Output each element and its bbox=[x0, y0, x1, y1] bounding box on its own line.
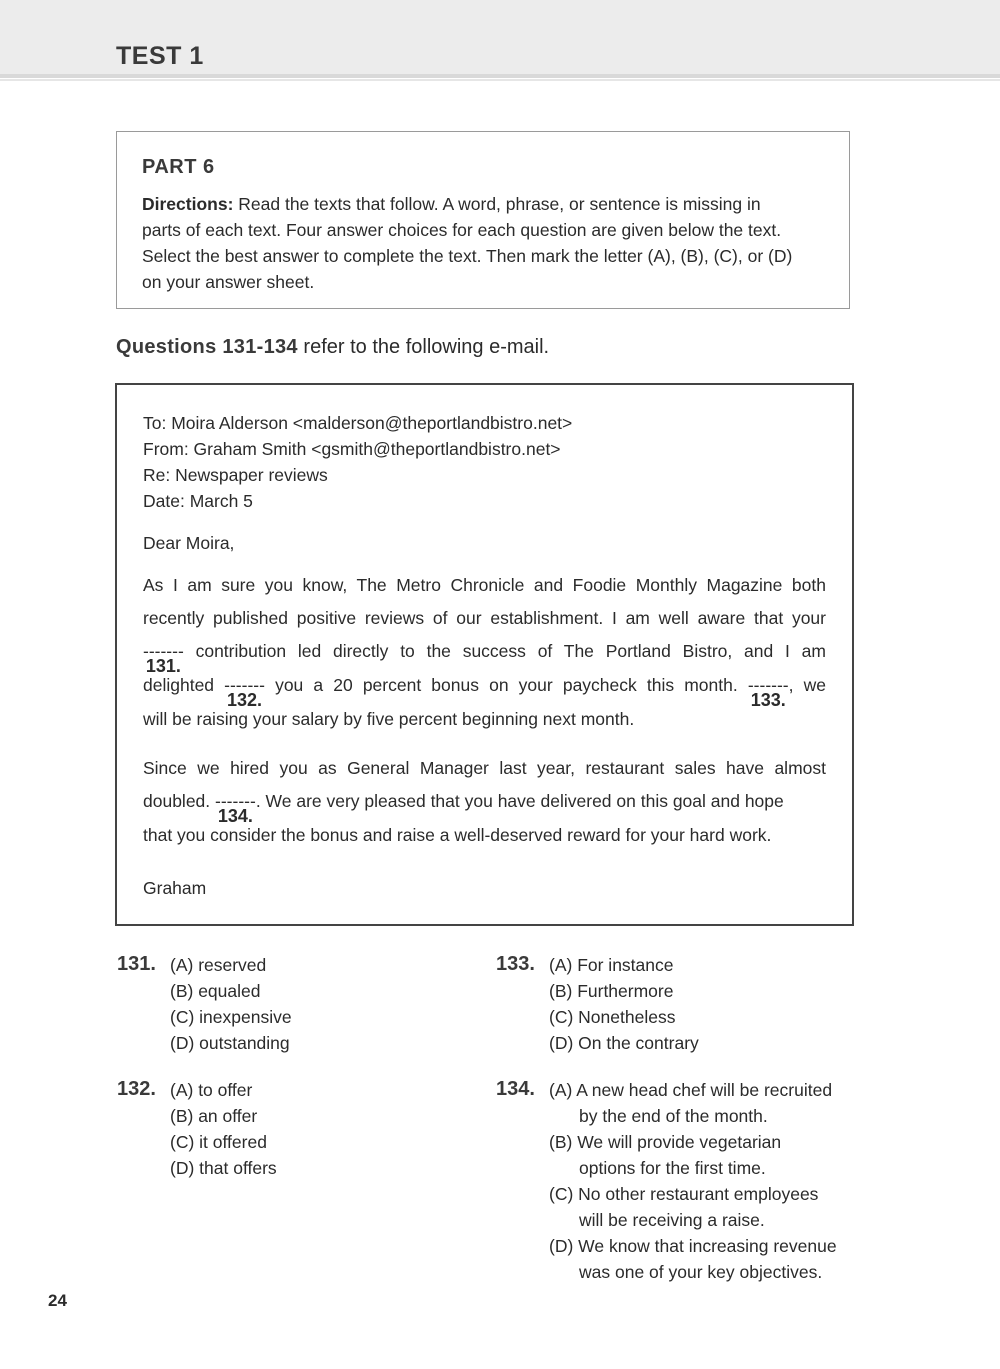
questions-intro bbox=[116, 336, 549, 359]
blank-number: 133. bbox=[750, 690, 786, 710]
directions-label: Directions: bbox=[142, 194, 234, 214]
question-number-132: 132. bbox=[117, 1078, 156, 1100]
option-134-a[interactable]: (A) A new head chef will be recruited bbox=[549, 1080, 833, 1100]
option-133-a[interactable]: (A) For instance bbox=[549, 955, 674, 975]
option-131-d[interactable]: (D) outstanding bbox=[170, 1033, 290, 1053]
part-title: PART 6 bbox=[142, 156, 215, 178]
option-131-b[interactable]: (B) equaled bbox=[170, 981, 261, 1001]
option-131-a[interactable]: (A) reserved bbox=[170, 955, 267, 975]
option-134-d[interactable]: (D) We know that increasing revenue bbox=[549, 1236, 837, 1256]
directions-line-4: on your answer sheet. bbox=[142, 272, 315, 292]
option-133-d[interactable]: (D) On the contrary bbox=[549, 1033, 699, 1053]
blank-134: ------- 134. bbox=[215, 791, 256, 826]
blank-number: 134. bbox=[217, 806, 253, 826]
option-132-b[interactable]: (B) an offer bbox=[170, 1106, 258, 1126]
page-number: 24 bbox=[48, 1291, 67, 1310]
header-divider-thin bbox=[0, 79, 1000, 81]
option-132-c[interactable]: (C) it offered bbox=[170, 1132, 267, 1152]
blank-number: 131. bbox=[145, 656, 181, 676]
option-132-a[interactable]: (A) to offer bbox=[170, 1080, 253, 1100]
option-132-d[interactable]: (D) that offers bbox=[170, 1158, 277, 1178]
blank-133: ------- 133. bbox=[747, 675, 789, 710]
option-133-c[interactable]: (C) Nonetheless bbox=[549, 1007, 676, 1027]
email-greeting: Dear Moira, bbox=[143, 533, 235, 553]
directions-text bbox=[142, 191, 832, 295]
email-subject: Re: Newspaper reviews bbox=[143, 465, 328, 485]
email-signature: Graham bbox=[143, 878, 207, 898]
directions-line-1: Directions: Read the texts that follow. A word, phrase, or sentence is missing in bbox=[142, 194, 761, 214]
email-from: From: Graham Smith <gsmith@theportlandbistro.net> bbox=[143, 439, 561, 459]
directions-line-3: Select the best answer to complete the text. Then mark the letter (A), (B), (C), or (D) bbox=[142, 246, 793, 266]
blank-number: 132. bbox=[227, 690, 263, 710]
question-number-133: 133. bbox=[496, 953, 535, 975]
blank-132: ------- 132. bbox=[224, 675, 265, 710]
email-to: To: Moira Alderson <malderson@theportlandbistro.net> bbox=[143, 413, 573, 433]
email-body-line: Since we hired you as General Manager last year, restaurant sales have almost bbox=[143, 758, 826, 778]
test-title: TEST 1 bbox=[116, 42, 204, 70]
email-body-line: ------- 131. contribution led directly to the success of The Portland Bistro, and I am bbox=[143, 641, 826, 676]
option-134-c-cont[interactable]: will be receiving a raise. bbox=[579, 1210, 765, 1230]
option-134-b-cont[interactable]: options for the first time. bbox=[579, 1158, 766, 1178]
email-body-line: recently published positive reviews of our establishment. I am well aware that your bbox=[143, 608, 826, 628]
option-131-c[interactable]: (C) inexpensive bbox=[170, 1007, 292, 1027]
option-134-b[interactable]: (B) We will provide vegetarian bbox=[549, 1132, 782, 1152]
email-date: Date: March 5 bbox=[143, 491, 253, 511]
email-body-line: doubled. ------- 134. . We are very pleased that you have delivered on this goal and hope bbox=[143, 791, 784, 826]
email-body-line: As I am sure you know, The Metro Chronicle and Foodie Monthly Magazine both bbox=[143, 575, 826, 595]
email-body-line: delighted ------- 132. you a 20 percent bonus on your paycheck this month. ------- 133. , we bbox=[143, 675, 826, 710]
questions-range: Questions 131-134 bbox=[116, 336, 298, 358]
header-divider bbox=[0, 74, 1000, 78]
blank-131: ------- 131. bbox=[143, 641, 184, 676]
option-134-d-cont[interactable]: was one of your key objectives. bbox=[579, 1262, 823, 1282]
directions-line-2: parts of each text. Four answer choices for each question are given below the text. bbox=[142, 220, 782, 240]
questions-intro-text: refer to the following e-mail. bbox=[297, 336, 550, 358]
email-body-line: that you consider the bonus and raise a well-deserved reward for your hard work. bbox=[143, 825, 772, 845]
email-body-line: will be raising your salary by five percent beginning next month. bbox=[143, 709, 635, 729]
question-number-131: 131. bbox=[117, 953, 156, 975]
option-134-a-cont[interactable]: by the end of the month. bbox=[579, 1106, 768, 1126]
question-number-134: 134. bbox=[496, 1078, 535, 1100]
option-133-b[interactable]: (B) Furthermore bbox=[549, 981, 674, 1001]
option-134-c[interactable]: (C) No other restaurant employees bbox=[549, 1184, 819, 1204]
